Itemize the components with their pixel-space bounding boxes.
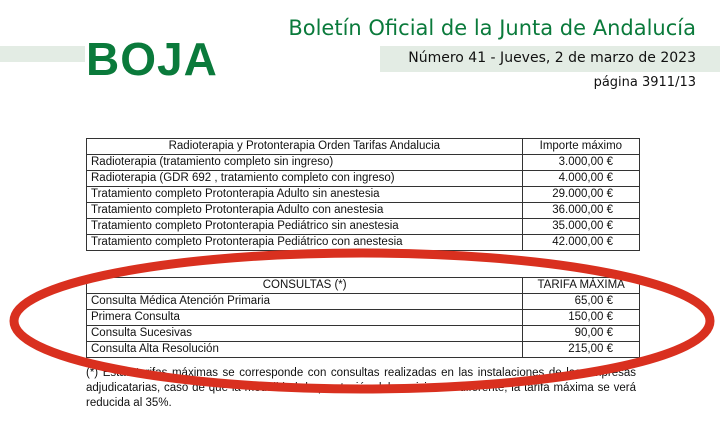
- header-band-left: [0, 46, 85, 62]
- amount-cell: 4.000,00 €: [522, 171, 639, 187]
- consultations-tariff-table: [86, 277, 640, 358]
- footnote: (*) Estas tarifas máximas se corresponde con consultas realizadas en las instalaciones de las empresas adjudicatarias, caso de que la modalidad de prestación del servicio sea diferente, la tarifa máxima se verá reducida al 35%.: [86, 367, 636, 409]
- amount-cell: 3.000,00 €: [522, 155, 639, 171]
- column-header-consultations: CONSULTAS (*): [87, 278, 523, 294]
- table-row: [87, 219, 640, 235]
- table-row: [87, 171, 640, 187]
- table-header-row: [87, 278, 640, 294]
- treatment-cell: Tratamiento completo Protonterapia Pediátrico con anestesia: [87, 235, 523, 251]
- table-row: [87, 342, 640, 358]
- table-row: [87, 155, 640, 171]
- treatment-cell: Tratamiento completo Protonterapia Adulto con anestesia: [87, 203, 523, 219]
- table-row: [87, 235, 640, 251]
- treatment-cell: Radioterapia (GDR 692 , tratamiento completo con ingreso): [87, 171, 523, 187]
- boja-logo: BOJA: [86, 33, 218, 85]
- bulletin-number-date: Número 41 - Jueves, 2 de marzo de 2023: [408, 50, 696, 66]
- treatment-cell: Tratamiento completo Protonterapia Adulto sin anestesia: [87, 187, 523, 203]
- amount-cell: 35.000,00 €: [522, 219, 639, 235]
- consultation-cell: Primera Consulta: [87, 310, 523, 326]
- page-number: página 3911/13: [593, 75, 696, 90]
- amount-cell: 29.000,00 €: [522, 187, 639, 203]
- table-row: [87, 326, 640, 342]
- consultation-cell: Consulta Médica Atención Primaria: [87, 294, 523, 310]
- table-row: [87, 310, 640, 326]
- consultation-cell: Consulta Alta Resolución: [87, 342, 523, 358]
- tariff-cell: 150,00 €: [523, 310, 640, 326]
- amount-cell: 42.000,00 €: [522, 235, 639, 251]
- tariff-cell: 215,00 €: [523, 342, 640, 358]
- radiotherapy-tariff-table: [86, 138, 640, 251]
- table-row: [87, 294, 640, 310]
- table-row: [87, 187, 640, 203]
- tariff-cell: 65,00 €: [523, 294, 640, 310]
- amount-cell: 36.000,00 €: [522, 203, 639, 219]
- tariff-cell: 90,00 €: [523, 326, 640, 342]
- treatment-cell: Radioterapia (tratamiento completo sin ingreso): [87, 155, 523, 171]
- treatment-cell: Tratamiento completo Protonterapia Pediátrico sin anestesia: [87, 219, 523, 235]
- column-header-treatment: Radioterapia y Protonterapia Orden Tarifas Andalucia: [87, 139, 523, 155]
- bulletin-title: Boletín Oficial de la Junta de Andalucía: [288, 16, 696, 40]
- column-header-max-tariff: TARIFA MÁXIMA: [523, 278, 640, 294]
- column-header-max-amount: Importe máximo: [522, 139, 639, 155]
- table-row: [87, 203, 640, 219]
- table-header-row: [87, 139, 640, 155]
- consultation-cell: Consulta Sucesivas: [87, 326, 523, 342]
